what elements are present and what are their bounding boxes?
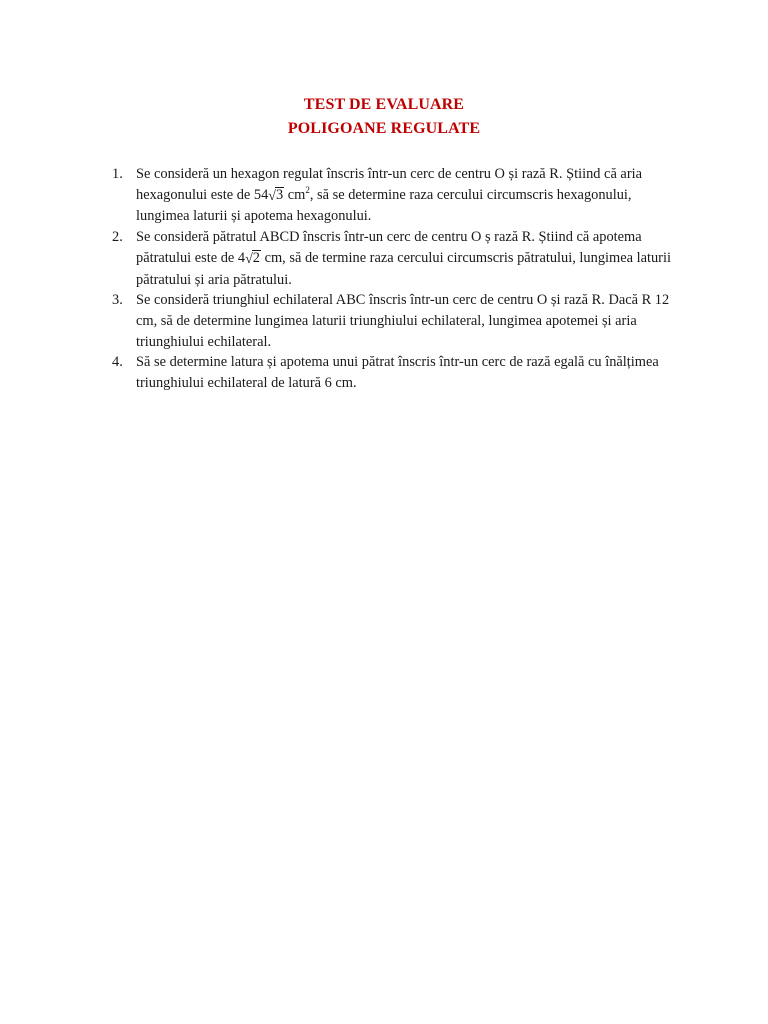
question-text: Să se determine latura și apotema unui pătrat înscris într-un cerc de rază egală cu înălțimea triunghiului echilateral de latură 6 cm. [136,354,659,392]
question-1 [112,164,672,227]
question-number: 3. [112,292,123,309]
question-number: 1. [112,166,123,182]
question-text [136,227,672,290]
question-3 [112,290,672,352]
questions-list [112,164,672,394]
question-text-part: Se consideră un hexagon regulat înscris într-un cerc de centru O și rază R. Știind că aria hexagonului este de 54 [136,166,642,203]
title-block [0,93,768,141]
question-text [136,164,672,227]
question-4 [112,352,672,393]
question-number: 4. [112,354,123,371]
radical-sign: √ [245,251,253,267]
question-text-part: , să se determine raza cercului circumscris hexagonului, lungimea laturii și apotema hexagonului. [136,186,632,225]
title-line-1: TEST DE EVALUARE [303,96,465,113]
question-text-part: Se consideră pătratul ABCD înscris într-un cerc de centru O ș rază R. Știind că apotema pătratului este de 4 [136,229,642,266]
question-text: Se consideră triunghiul echilateral ABC înscris într-un cerc de centru O și rază R. Dacă R 12 cm, să de determine lungimea laturii triunghiului echilateral, lungimea apotemei și aria triunghiului echilateral. [136,292,670,350]
question-number: 2. [112,229,123,246]
square-root [268,185,284,207]
radicand: 2 [252,249,260,266]
radical-sign: √ [268,188,276,204]
exponent: 2 [305,184,310,195]
square-root [245,248,261,270]
title-line-2: POLIGOANE REGULATE [287,120,481,137]
unit: cm [284,186,306,203]
question-text-part: cm, să de termine raza cercului circumscris pătratului, lungimea laturii pătratului și aria pătratului. [136,249,671,288]
question-2 [112,227,672,290]
radicand: 3 [275,186,284,203]
